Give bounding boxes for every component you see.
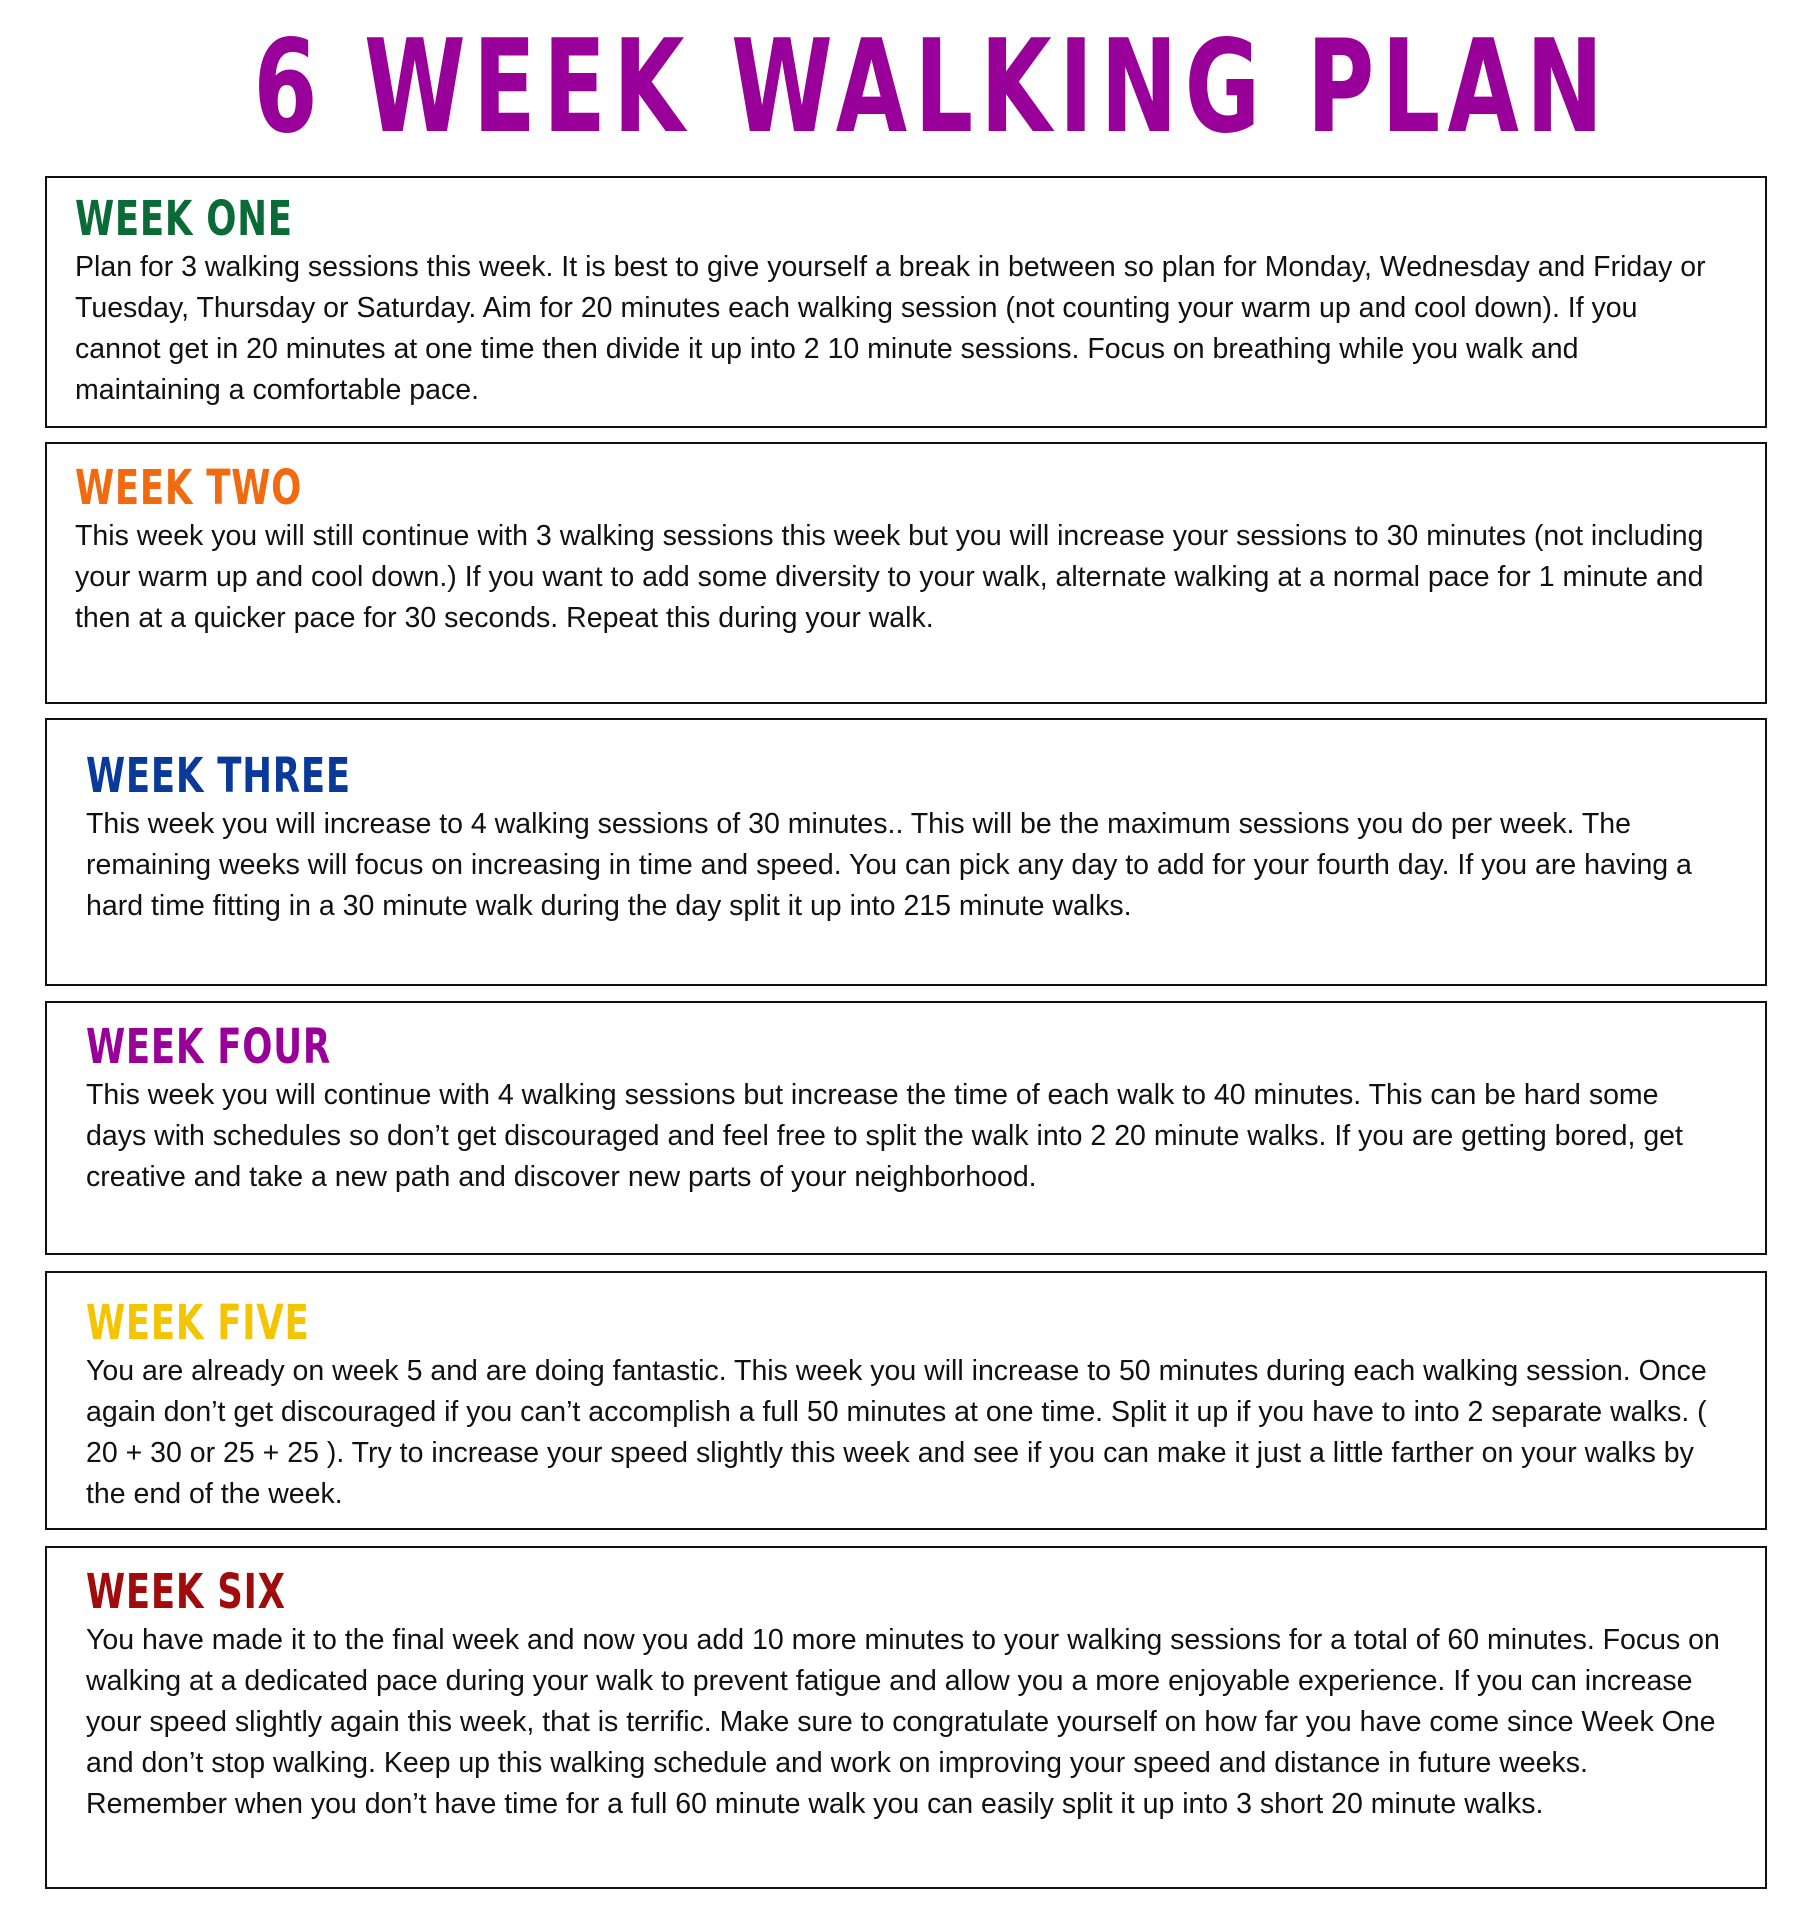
week-four-heading: WEEK FOUR — [86, 1019, 331, 1075]
week-one-heading: WEEK ONE — [75, 191, 293, 247]
week-five-text: You are already on week 5 and are doing fantastic. This week you will increase to 50 minutes during each walking session. Once again don’t get discouraged if you can’t accomplish a full 50 minutes at one time. Split it up if you have to into 2 separate walks. ( 20 + 30 or 25 + 25 ). Try to increase your speed slightly this week and see if you can make it just a little farther on your walks by the end of the week. — [86, 1355, 1707, 1510]
week-one-text: Plan for 3 walking sessions this week. It is best to give yourself a break in between so plan for Monday, Wednesday and Friday or Tuesday, Thursday or Saturday. Aim for 20 minutes each walking session (not counting your warm up and cool down). If you cannot get in 20 minutes at one time then divide it up into 2 10 minute sessions. Focus on breathing while you walk and maintaining a comfortable pace. — [75, 251, 1706, 406]
week-five-card — [45, 1271, 1767, 1530]
week-two-text: This week you will still continue with 3 walking sessions this week but you will increase your sessions to 30 minutes (not including your warm up and cool down.) If you want to add some diversity to your walk, alternate walking at a normal pace for 1 minute and then at a quicker pace for 30 seconds. Repeat this during your walk. — [75, 520, 1704, 634]
week-two-heading: WEEK TWO — [75, 460, 303, 516]
week-two-card — [45, 442, 1767, 704]
week-six-heading: WEEK SIX — [86, 1564, 286, 1620]
week-four-text: This week you will continue with 4 walking sessions but increase the time of each walk to 40 minutes. This can be hard some days with schedules so don’t get discouraged and feel free to split the walk into 2 20 minute walks. If you are getting bored, get creative and take a new path and discover new parts of your neighborhood. — [86, 1079, 1683, 1193]
week-five-heading: WEEK FIVE — [86, 1295, 310, 1351]
page-title: 6 WEEK WALKING PLAN — [253, 13, 1611, 162]
week-six-card — [45, 1546, 1767, 1889]
week-four-card — [45, 1001, 1767, 1255]
week-three-card — [45, 718, 1767, 986]
week-one-card — [45, 176, 1767, 428]
week-three-heading: WEEK THREE — [86, 748, 351, 804]
week-six-text: You have made it to the final week and now you add 10 more minutes to your walking sessions for a total of 60 minutes. Focus on walking at a dedicated pace during your walk to prevent fatigue and allow you a more enjoyable experience. If you can increase your speed slightly again this week, that is terrific. Make sure to congratulate yourself on how far you have come since Week One and don’t stop walking. Keep up this walking schedule and work on improving your speed and distance in future weeks. Remember when you don’t have time for a full 60 minute walk you can easily split it up into 3 short 20 minute walks. — [86, 1624, 1720, 1820]
week-three-text: This week you will increase to 4 walking sessions of 30 minutes.. This will be the maximum sessions you do per week. The remaining weeks will focus on increasing in time and speed. You can pick any day to add for your fourth day. If you are having a hard time fitting in a 30 minute walk during the day split it up into 215 minute walks. — [86, 808, 1692, 922]
